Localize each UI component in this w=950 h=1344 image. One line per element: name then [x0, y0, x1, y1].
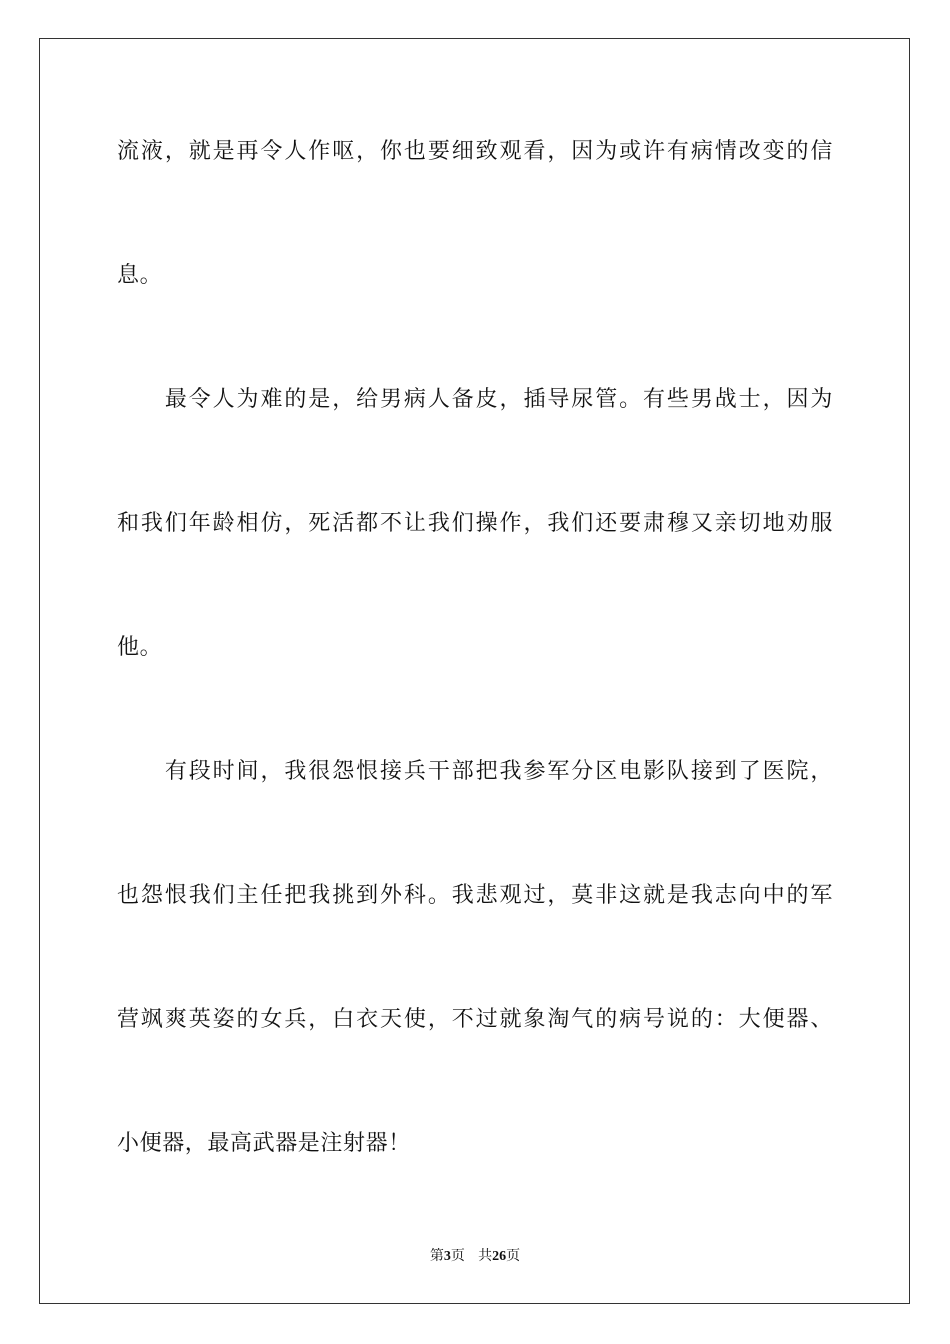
body-line-7: 也怨恨我们主任把我挑到外科。我悲观过，莫非这就是我志向中的军 — [117, 883, 833, 908]
body-line-1: 流液，就是再令人作呕，你也要细致观看，因为或许有病情改变的信 — [117, 139, 833, 164]
footer-page-number: 3 — [443, 1249, 451, 1264]
footer-page-suffix: 页 — [450, 1248, 465, 1264]
body-line-9: 小便器，最高武器是注射器！ — [117, 1131, 411, 1156]
body-line-5: 他。 — [117, 635, 163, 660]
body-line-4: 和我们年龄相仿，死活都不让我们操作，我们还要肃穆又亲切地劝服 — [117, 511, 833, 536]
footer-total-suffix: 页 — [506, 1248, 521, 1264]
page-frame — [39, 38, 910, 1304]
body-line-8: 营飒爽英姿的女兵，白衣天使，不过就象淘气的病号说的：大便器、 — [117, 1007, 833, 1032]
footer-page-prefix: 第 — [429, 1248, 444, 1264]
body-line-2: 息。 — [117, 263, 163, 288]
page-footer — [0, 1246, 950, 1267]
footer-total-prefix: 共 — [478, 1248, 493, 1264]
body-line-6: 有段时间，我很怨恨接兵干部把我参军分区电影队接到了医院， — [117, 759, 833, 784]
body-line-3: 最令人为难的是，给男病人备皮，插导尿管。有些男战士，因为 — [117, 387, 833, 412]
footer-total-number: 26 — [492, 1249, 507, 1264]
